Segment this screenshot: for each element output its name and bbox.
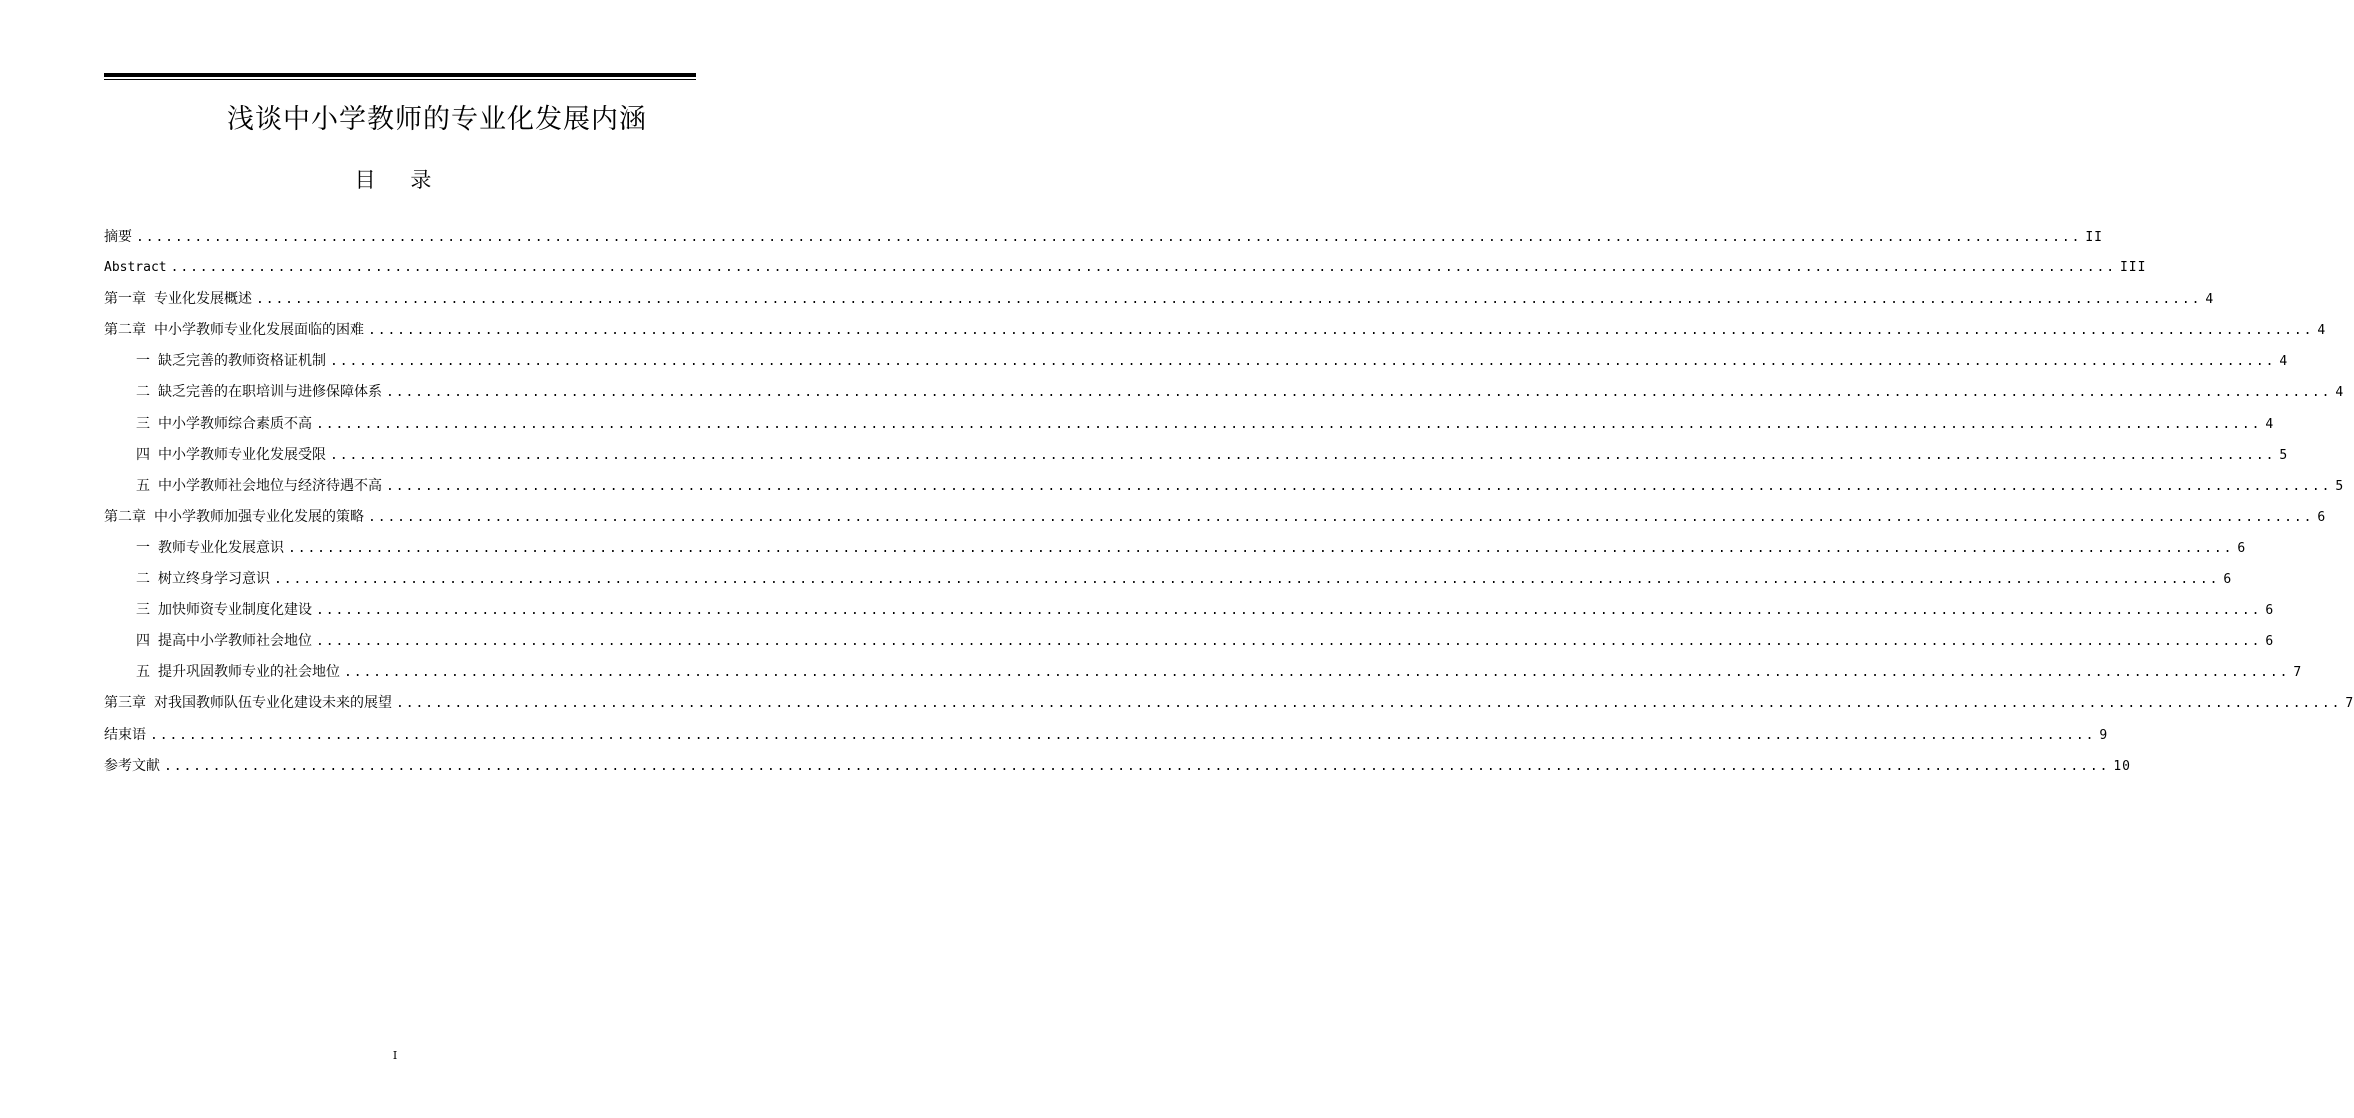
- toc-entry-number: 五: [136, 477, 150, 494]
- toc-entry-label: [136, 381, 382, 403]
- toc-dot-leader: ........................................................................................................................................................................................................: [368, 323, 2314, 339]
- toc-entry-page: 6: [2265, 603, 2275, 619]
- toc-entry-text: 中小学教师专业化发展受限: [158, 446, 326, 463]
- toc-dot-leader: ........................................................................................................................................................................................................: [330, 354, 2276, 370]
- toc-entry-label: [136, 630, 312, 652]
- toc-entry-number: 一: [136, 539, 150, 556]
- toc-entry-page: 4: [2279, 354, 2289, 370]
- toc-entry-text: 提升巩固教师专业的社会地位: [158, 664, 340, 681]
- toc-dot-leader: ........................................................................................................................................................................................................: [256, 292, 2202, 308]
- toc-dot-leader: ........................................................................................................................................................................................................: [316, 416, 2262, 432]
- toc-entry-label: [136, 568, 270, 590]
- toc-entry-number: 三: [136, 602, 150, 619]
- toc-entry-page: 4: [2205, 292, 2215, 308]
- toc-entry[interactable]: [104, 568, 2233, 599]
- toc-entry[interactable]: [104, 630, 2275, 661]
- toc-entry-page: 6: [2265, 634, 2275, 650]
- toc-entry-text: 中小学教师加强专业化发展的策略: [154, 508, 364, 525]
- toc-entry[interactable]: [104, 724, 2109, 755]
- toc-entry-text: 摘要: [104, 229, 132, 245]
- toc-entry-text: 结束语: [104, 726, 146, 743]
- toc-entry-page: 6: [2317, 509, 2327, 525]
- toc-entry-number: 四: [136, 446, 150, 463]
- toc-entry-page: 4: [2265, 416, 2275, 432]
- toc-entry[interactable]: [104, 537, 2247, 568]
- toc-entry-page: 9: [2099, 727, 2109, 743]
- toc-entry-page: III: [2119, 260, 2147, 276]
- toc-dot-leader: ........................................................................................................................................................................................................: [368, 509, 2314, 525]
- toc-entry-page: 4: [2317, 323, 2327, 339]
- toc-dot-leader: ........................................................................................................................................................................................................: [344, 665, 2290, 681]
- toc-entry-text: 参考文献: [104, 757, 160, 774]
- toc-entry[interactable]: [104, 506, 2327, 537]
- toc-heading: 目 录: [354, 168, 446, 192]
- toc-entry-page: 4: [2335, 385, 2345, 401]
- toc-entry-text: 对我国教师队伍专业化建设未来的展望: [154, 695, 392, 712]
- toc-entry[interactable]: [104, 257, 2147, 288]
- toc-entry-number: 五: [136, 664, 150, 681]
- toc-entry-label: [104, 257, 167, 279]
- header-rule-thin: [104, 79, 696, 80]
- toc-entry-number: 一: [136, 353, 150, 370]
- toc-entry-text: 缺乏完善的在职培训与进修保障体系: [158, 384, 382, 401]
- toc-entry-number: 二: [136, 571, 150, 588]
- toc-dot-leader: ........................................................................................................................................................................................................: [150, 727, 2096, 743]
- toc-entry-label: [104, 506, 364, 528]
- toc-entry-page: 7: [2345, 696, 2354, 712]
- toc-entry[interactable]: [104, 444, 2289, 475]
- toc-entry-label: [104, 724, 146, 746]
- toc-entry-text: 专业化发展概述: [154, 291, 252, 308]
- toc-entry-number: 第二章: [104, 508, 146, 525]
- toc-entry[interactable]: [104, 692, 2354, 723]
- toc-dot-leader: ........................................................................................................................................................................................................: [288, 540, 2234, 556]
- toc-entry-text: 树立终身学习意识: [158, 571, 270, 588]
- toc-dot-leader: ........................................................................................................................................................................................................: [386, 478, 2332, 494]
- toc-entry-number: 第二章: [104, 322, 146, 339]
- toc-entry-text: 中小学教师社会地位与经济待遇不高: [158, 477, 382, 494]
- toc-entry-label: [104, 755, 160, 777]
- toc-dot-leader: ........................................................................................................................................................................................................: [386, 385, 2332, 401]
- toc-entry-label: [104, 319, 364, 341]
- toc-entry[interactable]: [104, 661, 2303, 692]
- toc-entry-label: [104, 692, 392, 714]
- toc-entry[interactable]: [104, 226, 2103, 257]
- toc-entry-text: 提高中小学教师社会地位: [158, 633, 312, 650]
- toc-entry[interactable]: [104, 475, 2345, 506]
- toc-dot-leader: ........................................................................................................................................................................................................: [396, 696, 2342, 712]
- header-rule-thick: [104, 73, 696, 77]
- toc-entry-number: 三: [136, 415, 150, 432]
- toc-dot-leader: ........................................................................................................................................................................................................: [330, 447, 2276, 463]
- toc-entry-number: 第一章: [104, 291, 146, 308]
- toc-entry-page: 5: [2279, 447, 2289, 463]
- toc-entry-label: [104, 226, 132, 248]
- toc-entry[interactable]: [104, 599, 2275, 630]
- toc-entry-text: 加快师资专业制度化建设: [158, 602, 312, 619]
- toc-entry-label: [136, 599, 312, 621]
- toc-entry-page: 6: [2237, 540, 2247, 556]
- toc-entry-label: [136, 661, 340, 683]
- toc-dot-leader: ........................................................................................................................................................................................................: [274, 572, 2220, 588]
- toc-dot-leader: ........................................................................................................................................................................................................: [170, 260, 2116, 276]
- toc-dot-leader: ........................................................................................................................................................................................................: [136, 230, 2082, 245]
- toc-entry-label: [136, 444, 326, 466]
- toc-entry-text: 缺乏完善的教师资格证机制: [158, 353, 326, 370]
- document-title: 浅谈中小学教师的专业化发展内涵: [227, 104, 647, 135]
- toc-entry[interactable]: [104, 319, 2327, 350]
- toc-entry[interactable]: [104, 288, 2215, 319]
- toc-entry-page: 5: [2335, 478, 2345, 494]
- toc-entry-number: 二: [136, 384, 150, 401]
- toc-entry-number: 第三章: [104, 695, 146, 712]
- toc-entry[interactable]: [104, 413, 2275, 444]
- toc-entry[interactable]: [104, 755, 2131, 786]
- toc-entry-page: II: [2085, 230, 2103, 245]
- toc-entry[interactable]: [104, 381, 2345, 412]
- toc-entry-label: [136, 350, 326, 372]
- toc-dot-leader: ........................................................................................................................................................................................................: [164, 758, 2110, 774]
- page-number: I: [392, 1049, 398, 1062]
- toc-entry-text: 中小学教师专业化发展面临的困难: [154, 322, 364, 339]
- toc-entry-page: 6: [2223, 572, 2233, 588]
- toc-dot-leader: ........................................................................................................................................................................................................: [316, 603, 2262, 619]
- toc-entry-text: Abstract: [104, 260, 167, 276]
- toc-dot-leader: ........................................................................................................................................................................................................: [316, 634, 2262, 650]
- toc-entry-number: 四: [136, 633, 150, 650]
- toc-entry-page: 7: [2293, 665, 2303, 681]
- table-of-contents: [104, 226, 2354, 786]
- toc-entry-text: 中小学教师综合素质不高: [158, 415, 312, 432]
- toc-entry-label: [136, 413, 312, 435]
- toc-entry-text: 教师专业化发展意识: [158, 539, 284, 556]
- toc-entry[interactable]: [104, 350, 2289, 381]
- toc-entry-page: 10: [2113, 758, 2131, 774]
- toc-entry-label: [104, 288, 252, 310]
- toc-entry-label: [136, 475, 382, 497]
- toc-entry-label: [136, 537, 284, 559]
